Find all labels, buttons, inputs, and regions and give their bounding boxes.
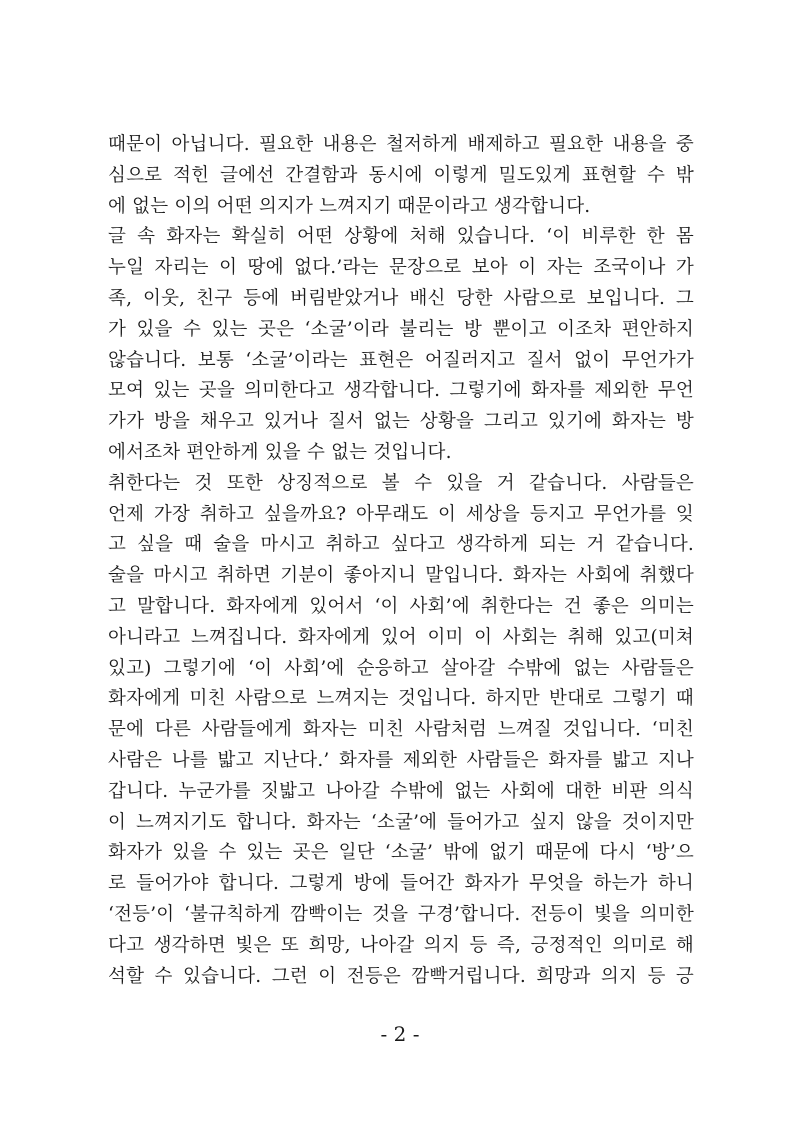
text-line: 갑니다. 누군가를 짓밟고 나아갈 수밖에 없는 사회에 대한 비판 의식 (108, 780, 694, 802)
text-line: 있고) 그렇기에 ‘이 사회’에 순응하고 살아갈 수밖에 없는 사람들은 (108, 657, 694, 679)
text-line: 누일 자리는 이 땅에 없다.’라는 문장으로 보아 이 자는 조국이나 가 (108, 257, 694, 279)
text-line: 때문이 아닙니다. 필요한 내용은 철저하게 배제하고 필요한 내용을 중 (108, 134, 694, 155)
text-line: 가가 방을 채우고 있거나 질서 없는 상황을 그리고 있기에 화자는 방 (108, 411, 694, 433)
body-text (108, 130, 694, 992)
page-number: - 2 - (380, 1022, 420, 1046)
text-line: 다고 생각하면 빛은 또 희망, 나아갈 의지 등 즉, 긍정적인 의미로 해 (108, 934, 694, 956)
text-line: 고 싶을 때 술을 마시고 취하고 싶다고 생각하게 되는 거 같습니다. (108, 534, 694, 556)
text-line: 에서조차 편안하게 있을 수 없는 것입니다. (108, 441, 452, 463)
text-line: 로 들어가야 합니다. 그렇게 방에 들어간 화자가 무엇을 하는가 하니 (108, 873, 694, 895)
text-line: 에 없는 이의 어떤 의지가 느껴지기 때문이라고 생각합니다. (108, 195, 591, 217)
text-line: 고 말합니다. 화자에게 있어서 ‘이 사회’에 취한다는 건 좋은 의미는 (108, 595, 694, 617)
text-line: 취한다는 것 또한 상징적으로 볼 수 있을 거 같습니다. 사람들은 (108, 472, 694, 494)
text-line: ‘전등’이 ‘불규칙하게 깜빡이는 것을 구경’합니다. 전등이 빛을 의미한 (108, 903, 694, 925)
text-line: 가 있을 수 있는 곳은 ‘소굴’이라 불리는 방 뿐이고 이조차 편안하지 (108, 318, 694, 340)
text-line: 족, 이웃, 친구 등에 버림받았거나 배신 당한 사람으로 보입니다. 그 (108, 287, 694, 309)
text-line: 모여 있는 곳을 의미한다고 생각합니다. 그렇기에 화자를 제외한 무언 (108, 380, 694, 402)
text-line: 사람은 나를 밟고 지난다.’ 화자를 제외한 사람들은 화자를 밟고 지나 (108, 749, 694, 771)
text-line: 화자가 있을 수 있는 곳은 일단 ‘소굴’ 밖에 없기 때문에 다시 ‘방’으 (108, 842, 694, 864)
text-line: 아니라고 느껴집니다. 화자에게 있어 이미 이 사회는 취해 있고(미쳐 (108, 626, 694, 648)
text-line: 이 느껴지기도 합니다. 화자는 ‘소굴’에 들어가고 싶지 않을 것이지만 (108, 811, 694, 833)
text-line: 언제 가장 취하고 싶을까요? 아무래도 이 세상을 등지고 무언가를 잊 (108, 503, 694, 525)
text-line: 않습니다. 보통 ‘소굴’이라는 표현은 어질러지고 질서 없이 무언가가 (108, 349, 694, 371)
text-line: 석할 수 있습니다. 그런 이 전등은 깜빡거립니다. 희망과 의지 등 긍 (108, 965, 694, 987)
text-line: 글 속 화자는 확실히 어떤 상황에 처해 있습니다. ‘이 비루한 한 몸 (108, 226, 694, 248)
text-line: 술을 마시고 취하면 기분이 좋아지니 말입니다. 화자는 사회에 취했다 (108, 565, 694, 587)
text-line: 심으로 적힌 글에선 간결함과 동시에 이렇게 밀도있게 표현할 수 밖 (108, 164, 694, 186)
text-line: 화자에게 미친 사람으로 느껴지는 것입니다. 하지만 반대로 그렇기 때 (108, 688, 694, 710)
text-line: 문에 다른 사람들에게 화자는 미친 사람처럼 느껴질 것입니다. ‘미친 (108, 719, 694, 741)
